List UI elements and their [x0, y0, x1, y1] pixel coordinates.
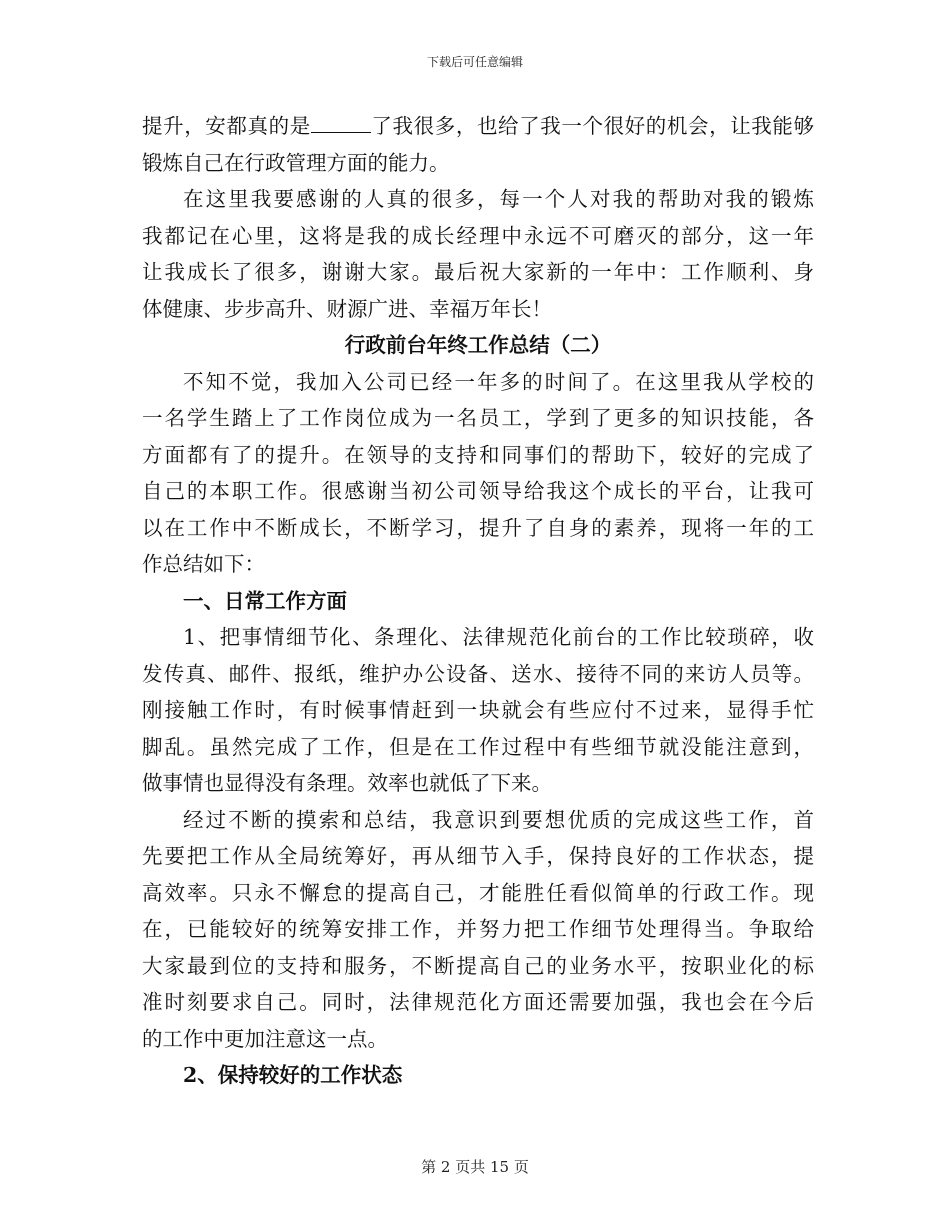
- paragraph-line: 做事情也显得没有条理。效率也就低了下来。: [142, 771, 552, 795]
- page-footer: 第 2 页共 15 页: [421, 1158, 529, 1176]
- fill-in-blank: [311, 110, 371, 133]
- paragraph-line: 准时刻要求自己。同时，法律规范化方面还需要加强，我也会在今后: [142, 990, 814, 1014]
- paragraph-line: 脚乱。虽然完成了工作，但是在工作过程中有些细节就没能注意到，: [142, 734, 814, 759]
- paragraph-line: 发传真、邮件、报纸，维护办公设备、送水、接待不同的来访人员等。: [142, 661, 814, 686]
- paragraph-line: [142, 108, 814, 145]
- text-segment: 了我很多，也给了我一个很好的机会，让我能够: [370, 114, 814, 138]
- paragraph-line: 我都记在心里，这将是我的成长经理中永远不可磨灭的部分，这一年: [142, 223, 814, 248]
- paragraph-line: 经过不断的摸索和总结，我意识到要想优质的完成这些工作，首: [183, 807, 814, 832]
- document-body: [142, 108, 814, 1094]
- paragraph-line: 在，已能较好的统筹安排工作，并努力把工作细节处理得当。争取给: [142, 917, 814, 941]
- subsection-heading: 一、日常工作方面: [183, 588, 347, 613]
- paragraph-line: 在这里我要感谢的人真的很多，每一个人对我的帮助对我的锻炼: [183, 187, 814, 211]
- paragraph-line: 大家最到位的支持和服务，不断提高自己的业务水平，按职业化的标: [142, 953, 814, 978]
- paragraph-line: 方面都有了的提升。在领导的支持和同事们的帮助下，较好的完成了: [142, 442, 814, 467]
- subsection-heading: 2、保持较好的工作状态: [183, 1063, 403, 1087]
- paragraph-line: 让我成长了很多，谢谢大家。最后祝大家新的一年中：工作顺利、身: [142, 260, 814, 284]
- paragraph-line: 的工作中更加注意这一点。: [142, 1026, 388, 1051]
- paragraph-line: 作总结如下：: [142, 552, 265, 576]
- text-segment: 提升，安都真的是: [142, 114, 311, 138]
- paragraph-line: 1、把事情细节化、条理化、法律规范化前台的工作比较琐碎，收: [183, 625, 814, 649]
- paragraph-line: 以在工作中不断成长，不断学习，提升了自身的素养，现将一年的工: [142, 515, 814, 540]
- paragraph-line: 先要把工作从全局统筹好，再从细节入手，保持良好的工作状态，提: [142, 844, 814, 868]
- page-header: 下载后可任意编辑: [426, 55, 523, 69]
- paragraph-line: 高效率。只永不懈怠的提高自己，才能胜任看似简单的行政工作。现: [142, 880, 814, 905]
- paragraph-line: 自己的本职工作。很感谢当初公司领导给我这个成长的平台，让我可: [142, 479, 814, 503]
- paragraph-line: 一名学生踏上了工作岗位成为一名员工，学到了更多的知识技能，各: [142, 406, 814, 430]
- paragraph-line: 刚接触工作时，有时候事情赶到一块就会有些应付不过来，显得手忙: [142, 698, 814, 722]
- paragraph-line: 锻炼自己在行政管理方面的能力。: [142, 150, 450, 175]
- paragraph-line: 体健康、步步高升、财源广进、幸福万年长！: [142, 296, 552, 321]
- paragraph-line: 不知不觉，我加入公司已经一年多的时间了。在这里我从学校的: [183, 369, 814, 394]
- section-title: 行政前台年终工作总结（二）: [344, 333, 612, 357]
